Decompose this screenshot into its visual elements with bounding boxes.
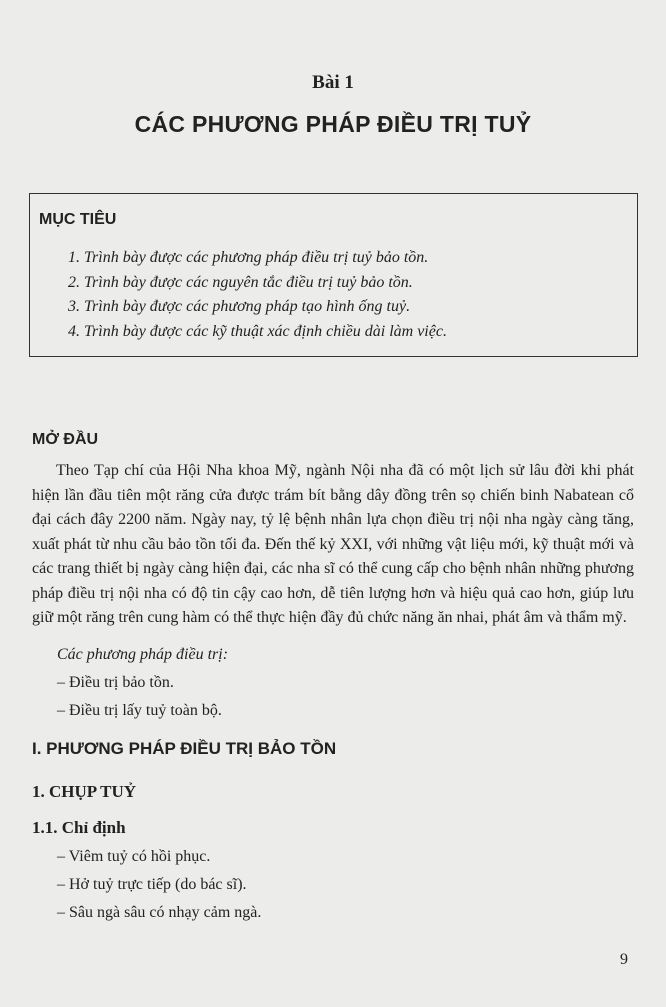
objective-item: 4. Trình bày được các kỹ thuật xác định chiều dài làm việc. — [68, 322, 447, 340]
page-title: CÁC PHƯƠNG PHÁP ĐIỀU TRỊ TUỶ — [134, 111, 532, 137]
intro-heading: MỞ ĐẦU — [32, 431, 99, 448]
indication-item: – Sâu ngà sâu có nhạy cảm ngà. — [57, 904, 262, 921]
methods-label: Các phương pháp điều trị: — [57, 646, 229, 663]
method-item: – Điều trị lấy tuỷ toàn bộ. — [57, 702, 222, 719]
indication-item: – Hở tuỷ trực tiếp (do bác sĩ). — [57, 876, 247, 893]
subsection-heading: 1. CHỤP TUỶ — [32, 782, 137, 801]
objective-item: 2. Trình bày được các nguyên tắc điều trị tuỷ bảo tồn. — [68, 273, 413, 291]
intro-paragraph: Theo Tạp chí của Hội Nha khoa Mỹ, ngành Nội nha đã có một lịch sử lâu đời khi phát hiện lần đầu tiên một răng cửa được trám bít bằng dây đồng trên sọ chiến binh Nabatean cổ đại cách đây 2200 năm. Ngày nay, tỷ lệ bệnh nhân lựa chọn điều trị nội nha ngày càng tăng, xuất phát từ nhu cầu bảo tồn tối đa. Đến thế kỷ XXI, với những vật liệu mới, kỹ thuật mới và các trang thiết bị ngày càng hiện đại, các nha sĩ có thể cung cấp cho bệnh nhân những phương pháp điều trị nội nha có độ tin cậy cao hơn, dễ tiên lượng hơn và hiệu quả cao hơn, giúp lưu giữ một răng trên cung hàm có thể thực hiện đầy đủ chức năng ăn nhai, phát âm và thẩm mỹ. — [32, 462, 634, 626]
subsubsection-heading: 1.1. Chỉ định — [32, 818, 126, 837]
method-item: – Điều trị bảo tồn. — [57, 674, 174, 691]
objectives-heading: MỤC TIÊU — [39, 211, 117, 228]
lesson-label: Bài 1 — [312, 72, 354, 93]
objectives-box — [29, 193, 638, 357]
objective-item: 1. Trình bày được các phương pháp điều trị tuỷ bảo tồn. — [68, 249, 429, 266]
objective-item: 3. Trình bày được các phương pháp tạo hình ống tuỷ. — [68, 298, 411, 315]
objectives-list — [68, 246, 447, 344]
indication-item: – Viêm tuỷ có hồi phục. — [57, 848, 211, 865]
page-number: 9 — [620, 951, 628, 968]
section-heading: I. PHƯƠNG PHÁP ĐIỀU TRỊ BẢO TỒN — [32, 739, 337, 758]
